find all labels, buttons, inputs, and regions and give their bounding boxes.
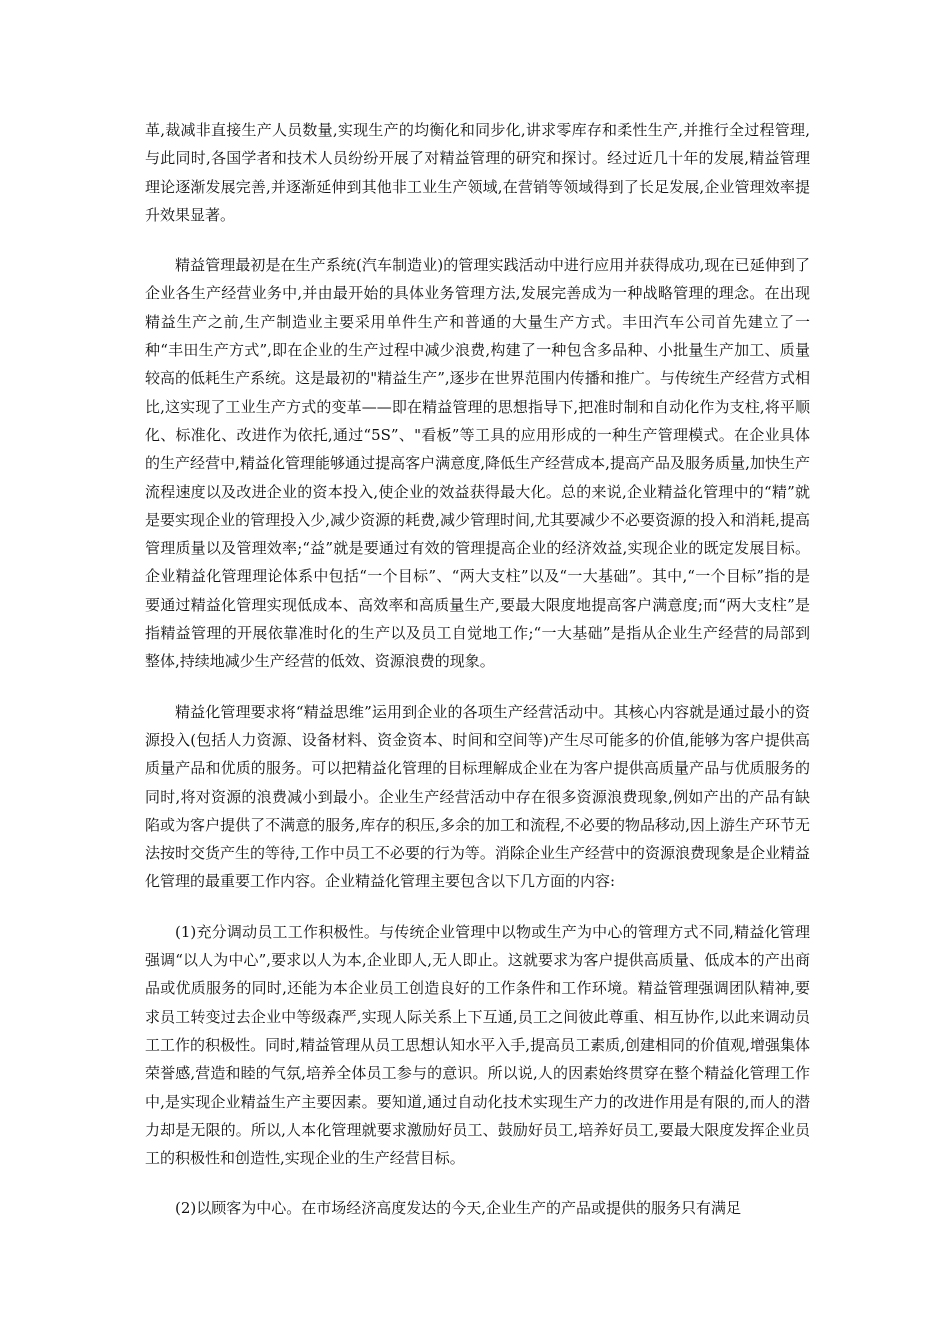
document-body [145,116,810,1245]
paragraph-5: (2)以顾客为中心。在市场经济高度发达的今天,企业生产的产品或提供的服务只有满足 [175,1199,742,1218]
paragraph-1: 革,裁减非直接生产人员数量,实现生产的均衡化和同步化,讲求零库存和柔性生产,并推行全过程管理,与此同时,各国学者和技术人员纷纷开展了对精益管理的研究和探讨。经过近几十年的发展,精益管理理论逐渐发展完善,并逐渐延伸到其他非工业生产领域,在营销等领域得到了长足发展,企业管理效率提升效果显著。 [145,121,810,224]
paragraph-4: (1)充分调动员工工作积极性。与传统企业管理中以物或生产为中心的管理方式不同,精益化管理强调“以人为中心”,要求以人为本,企业即人,无人即止。这就要求为客户提供高质量、低成本的产出商品或优质服务的同时,还能为本企业员工创造良好的工作条件和工作环境。精益管理强调团队精神,要求员工转变过去企业中等级森严,实现人际关系上下互通,员工之间彼此尊重、相互协作,以此来调动员工工作的积极性。同时,精益管理从员工思想认知水平入手,提高员工素质,创建相同的价值观,增强集体荣誉感,营造和睦的气氛,培养全体员工参与的意识。所以说,人的因素始终贯穿在整个精益化管理工作中,是实现企业精益生产主要因素。要知道,通过自动化技术实现生产力的改进作用是有限的,而人的潜力却是无限的。所以,人本化管理就要求激励好员工、鼓励好员工,培养好员工,要最大限度发挥企业员工的积极性和创造性,实现企业的生产经营目标。 [145,922,810,1168]
paragraph-3: 精益化管理要求将“精益思维”运用到企业的各项生产经营活动中。其核心内容就是通过最小的资源投入(包括人力资源、设备材料、资金资本、时间和空间等)产生尽可能多的价值,能够为客户提供高质量产品和优质的服务。可以把精益化管理的目标理解成企业在为客户提供高质量产品与优质服务的同时,将对资源的浪费减小到最小。企业生产经营活动中存在很多资源浪费现象,例如产出的产品有缺陷或为客户提供了不满意的服务,库存的积压,多余的加工和流程,不必要的物品移动,因上游生产环节无法按时交货产生的等待,工作中员工不必要的行为等。消除企业生产经营中的资源浪费现象是企业精益化管理的最重要工作内容。企业精益化管理主要包含以下几方面的内容: [145,702,810,891]
paragraph-2: 精益管理最初是在生产系统(汽车制造业)的管理实践活动中进行应用并获得成功,现在已延伸到了企业各生产经营业务中,并由最开始的具体业务管理方法,发展完善成为一种战略管理的理念。在出现精益生产之前,生产制造业主要采用单件生产和普通的大量生产方式。丰田汽车公司首先建立了一种“丰田生产方式”,即在企业的生产过程中减少浪费,构建了一种包含多品种、小批量生产加工、质量较高的低耗生产系统。这是最初的"精益生产”,逐步在世界范围内传播和推广。与传统生产经营方式相比,这实现了工业生产方式的变革——即在精益管理的思想指导下,把准时制和自动化作为支柱,将平顺化、标准化、改进作为依托,通过“5S”、"看板”等工具的应用形成的一种生产管理模式。在企业具体的生产经营中,精益化管理能够通过提高客户满意度,降低生产经营成本,提高产品及服务质量,加快生产流程速度以及改进企业的资本投入,使企业的效益获得最大化。总的来说,企业精益化管理中的“精”就是要实现企业的管理投入少,减少资源的耗费,减少管理时间,尤其要减少不必要资源的投入和消耗,提高管理质量以及管理效率;“益”就是要通过有效的管理提高企业的经济效益,实现企业的既定发展目标。企业精益化管理理论体系中包括“一个目标”、“两大支柱”以及“一大基础”。其中,“一个目标”指的是要通过精益化管理实现低成本、高效率和高质量生产,要最大限度地提高客户满意度;而“两大支柱”是指精益管理的开展依靠准时化的生产以及员工自觉地工作;“一大基础”是指从企业生产经营的局部到整体,持续地减少生产经营的低效、资源浪费的现象。 [145,256,810,671]
